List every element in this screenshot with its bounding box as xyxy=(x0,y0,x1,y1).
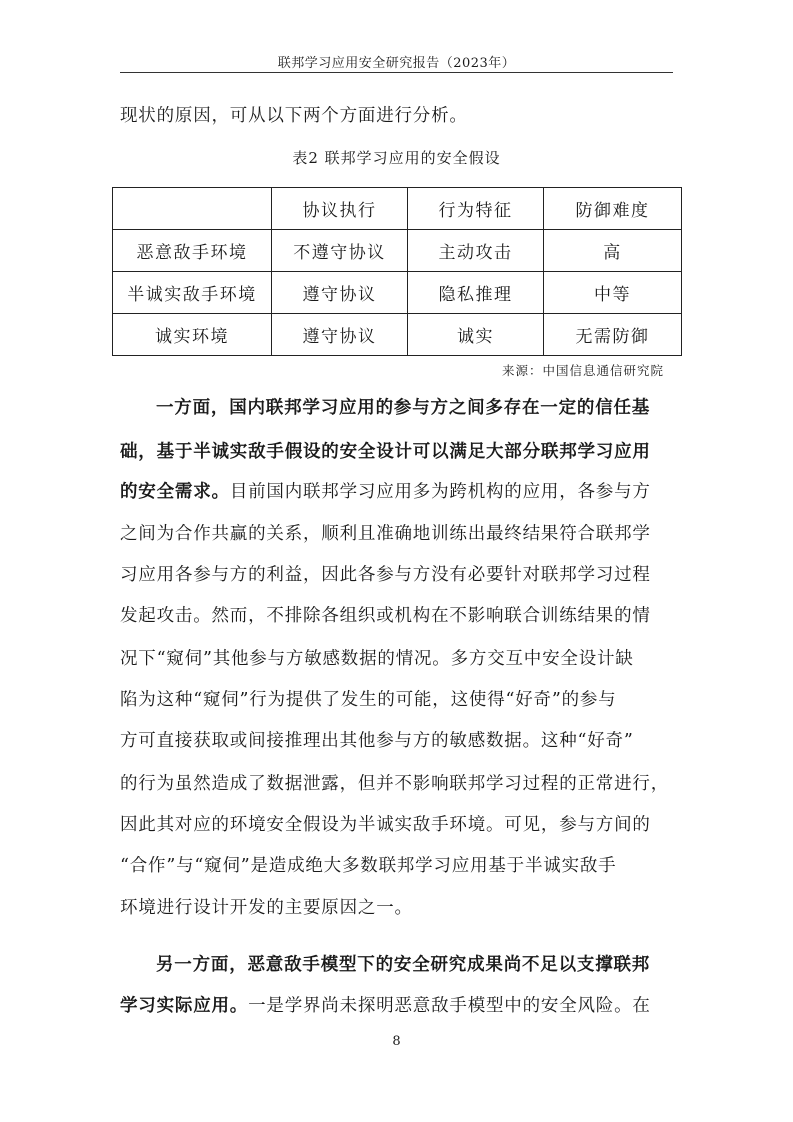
paragraph-line xyxy=(120,776,673,794)
normal-text: 习应用各参与方的利益，因此各参与方没有必要针对联邦学习过程 xyxy=(120,565,651,585)
bold-text: 一方面，国内联邦学习应用的参与方之间多存在一定的信任基 xyxy=(156,398,651,418)
bold-text: 础，基于半诚实敌手假设的安全设计可以满足大部分联邦学习应用 xyxy=(120,442,651,462)
table-row xyxy=(113,230,682,272)
paragraph-line xyxy=(120,858,673,876)
normal-text: 环境进行设计开发的主要原因之一。 xyxy=(120,898,413,918)
header-rule xyxy=(120,72,673,73)
normal-text: 的行为虽然造成了数据泄露，但并不影响联邦学习过程的正常进行， xyxy=(120,774,669,794)
table-row xyxy=(113,272,682,314)
table-cell: 不遵守协议 xyxy=(272,230,408,272)
bold-text: 的安全需求。 xyxy=(120,482,230,502)
running-header: 联邦学习应用安全研究报告（2023年） xyxy=(277,56,516,71)
table-row xyxy=(113,314,682,356)
paragraph-line xyxy=(120,608,673,626)
bold-text: 学习实际应用。 xyxy=(120,996,249,1016)
paragraph-line xyxy=(120,567,673,585)
security-assumption-table xyxy=(112,187,682,356)
intro-line: 现状的原因，可从以下两个方面进行分析。 xyxy=(120,106,468,126)
normal-text: 因此其对应的环境安全假设为半诚实敌手环境。可见，参与方间的 xyxy=(120,815,651,835)
table-header-cell: 行为特征 xyxy=(408,188,544,230)
table-header-cell: 协议执行 xyxy=(272,188,408,230)
table-cell: 诚实环境 xyxy=(113,314,272,356)
table-cell: 隐私推理 xyxy=(408,272,544,314)
table-cell: 高 xyxy=(544,230,682,272)
table-cell: 主动攻击 xyxy=(408,230,544,272)
normal-text: “合作”与“窥伺”是造成绝大多数联邦学习应用基于半诚实敌手 xyxy=(120,856,617,876)
table-cell: 遵守协议 xyxy=(272,314,408,356)
paragraph-line xyxy=(120,526,673,544)
paragraph-line xyxy=(120,692,673,710)
table-header-cell xyxy=(113,188,272,230)
table-header-row xyxy=(113,188,682,230)
normal-text: 发起攻击。然而，不排除各组织或机构在不影响联合训练结果的情 xyxy=(120,606,651,626)
paragraph-line xyxy=(120,444,673,462)
table-cell: 诚实 xyxy=(408,314,544,356)
normal-text: 陷为这种“窥伺”行为提供了发生的可能，这使得“好奇”的参与 xyxy=(120,690,617,710)
paragraph-line xyxy=(120,998,673,1016)
normal-text: 之间为合作共赢的关系，顺利且准确地训练出最终结果符合联邦学 xyxy=(120,524,651,544)
table-cell: 中等 xyxy=(544,272,682,314)
table-caption: 表2 联邦学习应用的安全假设 xyxy=(292,149,501,167)
page-number: 8 xyxy=(392,1034,401,1049)
paragraph-line xyxy=(120,651,673,669)
normal-text: 况下“窥伺”其他参与方敏感数据的情况。多方交互中安全设计缺 xyxy=(120,649,634,669)
table-cell: 恶意敌手环境 xyxy=(113,230,272,272)
table-source: 来源：中国信息通信研究院 xyxy=(501,363,664,378)
table-cell: 遵守协议 xyxy=(272,272,408,314)
paragraph-line xyxy=(120,900,673,918)
table-header-cell: 防御难度 xyxy=(544,188,682,230)
paragraph-line xyxy=(120,957,673,975)
table-cell: 半诚实敌手环境 xyxy=(113,272,272,314)
normal-text: 方可直接获取或间接推理出其他参与方的敏感数据。这种“好奇” xyxy=(120,731,634,751)
normal-text: 目前国内联邦学习应用多为跨机构的应用，各参与方 xyxy=(229,482,651,502)
paragraph-line xyxy=(120,484,673,502)
paragraph-line xyxy=(120,817,673,835)
paragraph-line xyxy=(120,733,673,751)
normal-text: 一是学界尚未探明恶意敌手模型中的安全风险。在 xyxy=(248,996,651,1016)
table-cell: 无需防御 xyxy=(544,314,682,356)
paragraph-line xyxy=(120,400,673,418)
bold-text: 另一方面，恶意敌手模型下的安全研究成果尚不足以支撑联邦 xyxy=(156,955,651,975)
